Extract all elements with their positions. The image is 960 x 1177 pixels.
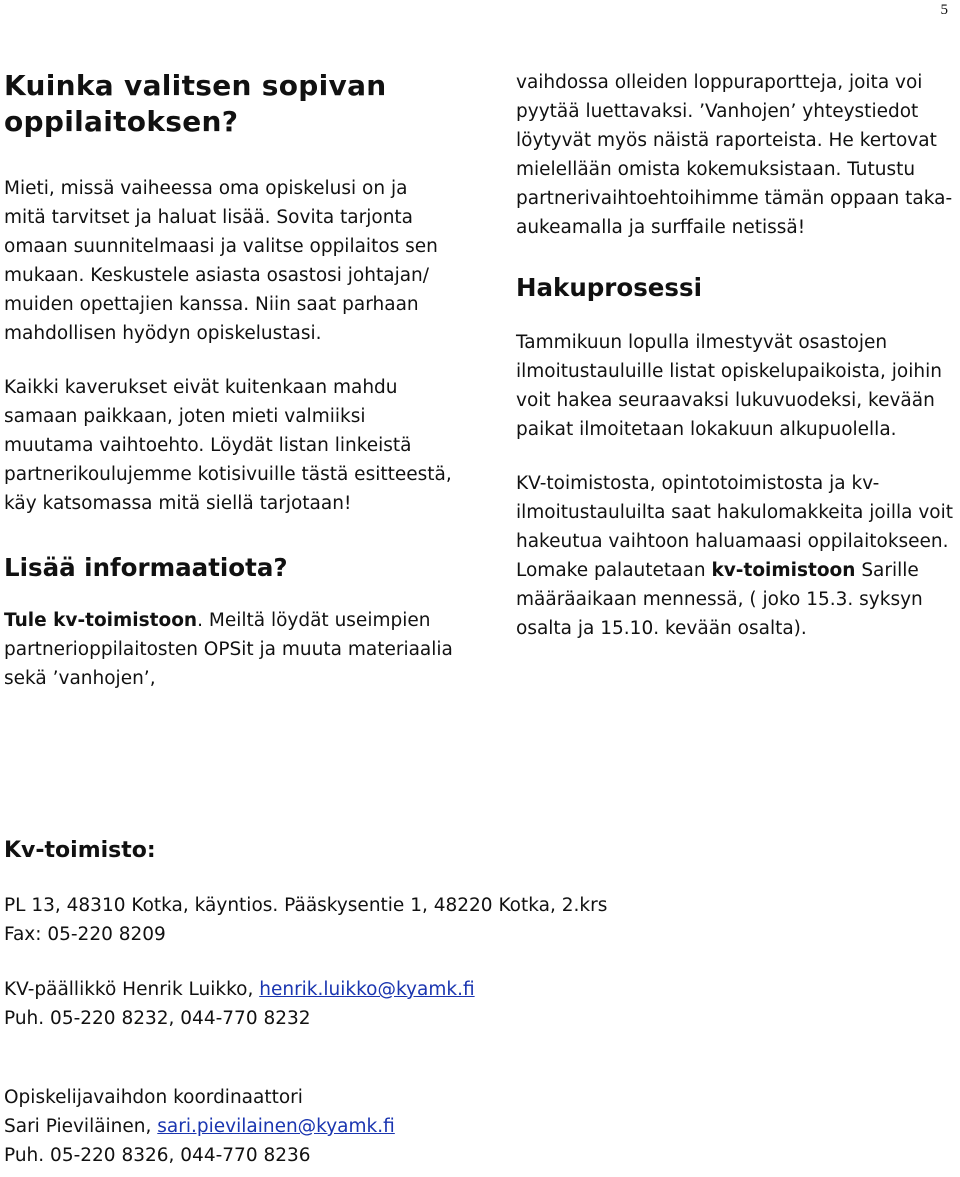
paragraph-visit-office [4,606,454,693]
office-address-block [4,891,944,949]
head-name: KV-päällikkö Henrik Luikko, [4,979,260,1000]
head-contact-block [4,975,944,1033]
coordinator-contact-block [4,1083,944,1170]
head-phone: Puh. 05-220 8232, 044-770 8232 [4,1008,311,1029]
right-column [516,68,956,643]
office-fax: Fax: 05-220 8209 [4,924,166,945]
forms-bold: kv-toimistoon [711,560,856,581]
paragraph-choose-intro: Mieti, missä vaiheessa oma opiskelusi on ja mitä tarvitset ja haluat lisää. Sovita tarjonta omaan suunnitelmaasi ja valitse oppilaitos sen mukaan. Keskustele asiasta osastosi johtajan/ muiden opettajien kanssa. Niin saat parhaan mahdollisen hyödyn opiskelustasi. [4,178,438,344]
page-number: 5 [940,2,948,18]
visit-office-bold: Tule kv-toimistoon [4,610,198,631]
coordinator-phone: Puh. 05-220 8326, 044-770 8236 [4,1145,311,1166]
visit-office-text: . Meiltä löydät useimpien partnerioppilaitosten OPSit ja muuta materiaalia sekä ’vanhojen’, [4,610,453,689]
section-title-application-process: Hakuprosessi [516,273,702,302]
office-address: PL 13, 48310 Kotka, käyntios. Pääskysentie 1, 48220 Kotka, 2.krs [4,895,608,916]
forms-text-end: Sarille määräaikaan mennessä, ( joko 15.3. syksyn osalta ja 15.10. kevään osalta). [516,560,923,639]
coordinator-title: Opiskelijavaihdon koordinaattori [4,1087,303,1108]
forms-text-start: KV-toimistosta, opintotoimistosta ja kv-ilmoitustauluilta saat hakulomakkeita joilla voit hakeutua vaihtoon haluamaasi oppilaitokseen. Lomake palautetaan [516,473,954,581]
coordinator-name: Sari Pieviläinen, [4,1116,158,1137]
coordinator-email-link[interactable]: sari.pievilainen@kyamk.fi [157,1116,395,1137]
paragraph-reports: vaihdossa olleiden loppuraportteja, joita voi pyytää luettavaksi. ’Vanhojen’ yhteystiedot löytyvät myös näistä raporteista. He kertovat mielellään omista kokemuksistaan. Tutustu partnerivaihtoehtoihimme tämän oppaan taka-aukeamalla ja surffaile netissä! [516,72,953,238]
contact-heading: Kv-toimisto: [4,838,156,863]
section-title-choose-school: Kuinka valitsen sopivan oppilaitoksen? [4,69,387,138]
paragraph-application-forms [516,469,956,643]
section-title-more-info: Lisää informaatiota? [4,553,288,582]
paragraph-listings: Tammikuun lopulla ilmestyvät osastojen ilmoitustauluille listat opiskelupaikoista, joihin voit hakea seuraavaksi lukuvuodeksi, kevään paikat ilmoitetaan lokakuun alkupuolella. [516,332,942,440]
paragraph-alternatives: Kaikki kaverukset eivät kuitenkaan mahdu samaan paikkaan, joten mieti valmiiksi muutama vaihtoehto. Löydät listan linkeistä partnerikoulujemme kotisivuille tästä esitteestä, käy katsomassa mitä siellä tarjotaan! [4,377,452,514]
head-email-link[interactable]: henrik.luikko@kyamk.fi [259,979,475,1000]
left-column [4,68,454,693]
contact-section [4,835,944,1170]
coordinator-name-line [4,1112,944,1141]
head-name-line [4,975,944,1004]
